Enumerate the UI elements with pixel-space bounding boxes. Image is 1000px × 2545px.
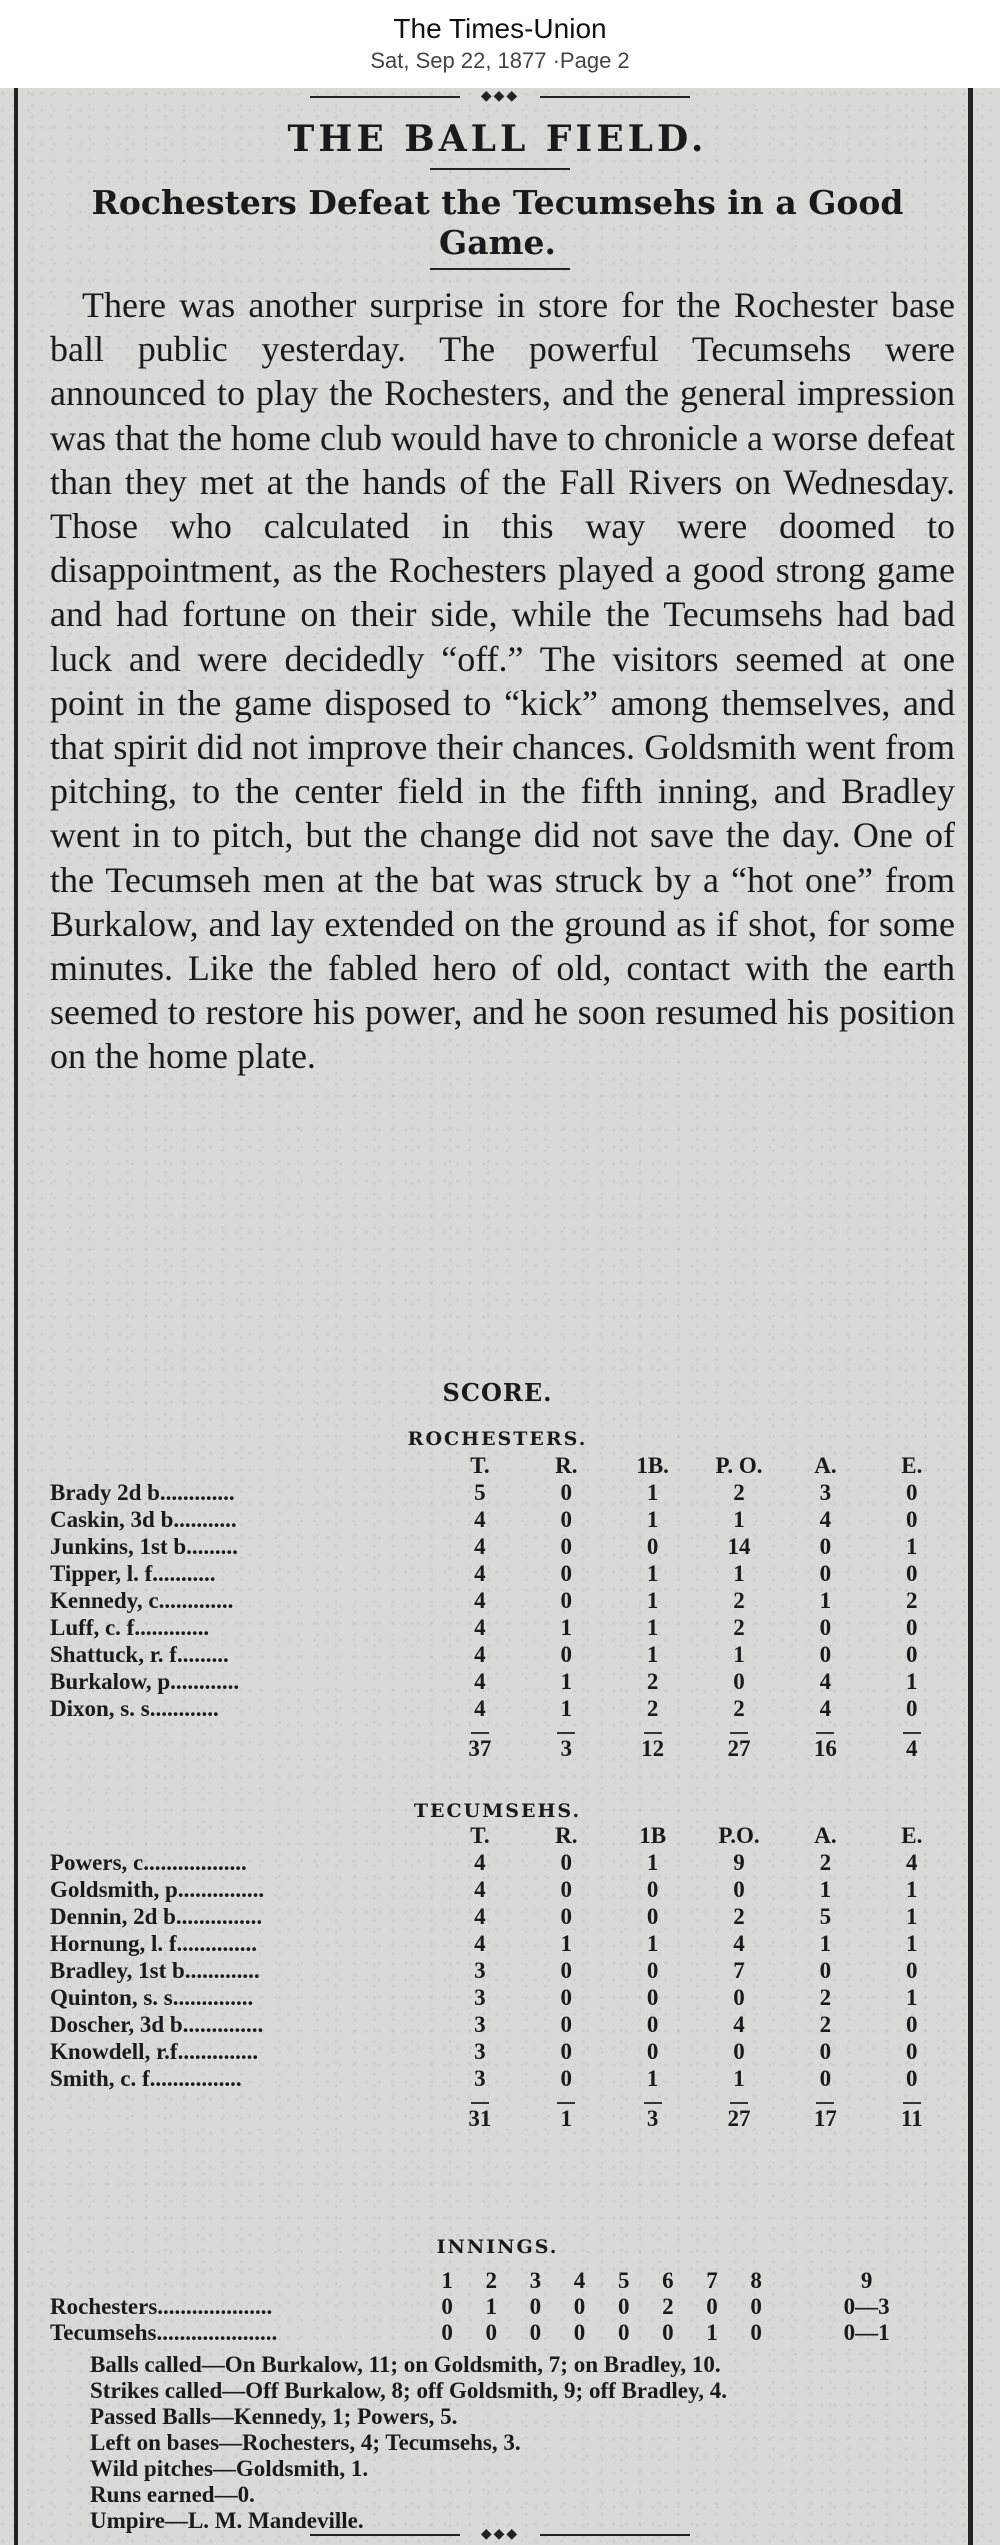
inning-runs: 0—3 (843, 2294, 890, 2319)
stat-cell: 4 (474, 1849, 486, 1875)
stat-cell: 0 (646, 1876, 659, 1902)
stat-cell: 2 (819, 1849, 832, 1875)
column-header: P.O. (718, 1823, 760, 1848)
sum-rule (471, 1732, 489, 1734)
stat-cell: 3 (819, 1479, 832, 1505)
total-value: 12 (641, 1736, 665, 1761)
stat-cell: 1 (906, 1903, 918, 1929)
stat-cell: 4 (733, 1930, 745, 1956)
totals-row (50, 1722, 955, 1762)
tecumsehs-label: TECUMSEHS. (413, 1800, 582, 1822)
player-name: Junkins, 1st b......... (50, 1533, 238, 1559)
stat-cell: 2 (646, 1668, 659, 1694)
stat-cell: 0 (906, 1695, 918, 1721)
stat-cell: 1 (906, 1876, 918, 1902)
column-header: R. (555, 1453, 578, 1478)
total-cell (437, 1722, 523, 1762)
column-header: R. (555, 1823, 578, 1848)
innings-heading: INNINGS. (436, 2236, 559, 2258)
player-name: Knowdell, r.f.............. (50, 2038, 259, 2064)
stat-cell: 1 (819, 1930, 832, 1956)
total-value: 1 (560, 2106, 573, 2131)
column-header: E. (901, 1823, 923, 1848)
total-cell (782, 2092, 868, 2132)
title-rule (430, 168, 570, 170)
stat-cell: 1 (646, 1614, 659, 1640)
column-header: E. (901, 1453, 923, 1478)
inning-runs: 0 (485, 2320, 497, 2345)
stat-cell: 2 (733, 1695, 745, 1721)
team-name: Rochesters.................... (50, 2294, 273, 2319)
total-cell (609, 2092, 695, 2132)
table-row (50, 1930, 955, 1957)
player-name: Powers, c.................. (50, 1849, 247, 1875)
stat-cell: 1 (906, 1930, 918, 1956)
table-row (50, 1668, 955, 1695)
table-row (50, 1641, 955, 1668)
team-name: Tecumsehs..................... (50, 2320, 278, 2345)
total-cell (696, 2092, 782, 2132)
inning-runs: 0 (706, 2294, 718, 2319)
rochesters-box-score (50, 1453, 955, 1762)
total-value: 11 (900, 2106, 923, 2131)
sum-rule (903, 2102, 921, 2104)
stat-cell: 1 (906, 1533, 918, 1559)
total-cell (523, 1722, 609, 1762)
stat-cell: 0 (906, 2038, 918, 2064)
column-header: 1B (639, 1823, 667, 1848)
column-header: T. (470, 1823, 490, 1848)
sum-rule (816, 2102, 834, 2104)
table-row (50, 1479, 955, 1506)
total-value: 16 (813, 1736, 837, 1761)
stat-cell: 4 (819, 1668, 832, 1694)
sum-rule (471, 2102, 489, 2104)
runs-earned: Runs earned—0. (90, 2482, 255, 2507)
innings-row (50, 2294, 955, 2320)
stat-cell: 0 (819, 2038, 832, 2064)
totals-row (50, 2092, 955, 2132)
stat-cell: 0 (560, 1533, 573, 1559)
stat-cell: 0 (819, 2065, 832, 2091)
total-cell (696, 1722, 782, 1762)
stat-cell: 4 (474, 1560, 486, 1586)
stat-cell: 2 (733, 1903, 745, 1929)
table-row (50, 1560, 955, 1587)
inning-runs: 0 (617, 2294, 630, 2319)
player-name: Caskin, 3d b........... (50, 1506, 237, 1532)
stat-cell: 1 (733, 1560, 745, 1586)
total-cell (869, 1722, 955, 1762)
stat-cell: 0 (906, 2065, 918, 2091)
stat-cell: 0 (733, 2038, 745, 2064)
article-subhead: Rochesters Defeat the Tecumsehs in a Good Game. (91, 183, 904, 262)
stat-cell: 0 (646, 1957, 659, 1983)
stat-cell: 4 (819, 1695, 832, 1721)
table-row (50, 1695, 955, 1722)
stat-cell: 3 (474, 1984, 486, 2010)
newspaper-clipping (0, 88, 1000, 2545)
stat-cell: 1 (646, 1560, 659, 1586)
column-rule-left (14, 88, 18, 2545)
stat-cell: 4 (474, 1668, 486, 1694)
stat-cell: 0 (646, 2038, 659, 2064)
table-header-row (50, 1453, 955, 1479)
stat-cell: 0 (560, 1641, 573, 1667)
stat-cell: 4 (474, 1930, 486, 1956)
stat-cell: 4 (733, 2011, 745, 2037)
column-header: A. (814, 1823, 837, 1848)
total-cell (869, 2092, 955, 2132)
stat-cell: 0 (906, 1560, 918, 1586)
stat-cell: 0 (819, 1533, 832, 1559)
total-cell (437, 2092, 523, 2132)
stat-cell: 0 (733, 1876, 745, 1902)
stat-cell: 0 (906, 1641, 918, 1667)
left-on-bases: Left on bases—Rochesters, 4; Tecumsehs, 3. (90, 2430, 521, 2455)
table-row (50, 1533, 955, 1560)
table-header-row (50, 1823, 955, 1849)
column-header: 1B. (636, 1453, 669, 1478)
stat-cell: 0 (560, 1560, 573, 1586)
stat-cell: 1 (646, 1849, 659, 1875)
stat-cell: 2 (819, 2011, 832, 2037)
stat-cell: 0 (819, 1641, 832, 1667)
table-row (50, 2065, 955, 2092)
inning-number: 1 (441, 2268, 453, 2293)
total-value: 37 (468, 1736, 492, 1761)
stat-cell: 0 (646, 1984, 659, 2010)
stat-cell: 1 (646, 1587, 659, 1613)
stat-cell: 0 (906, 1506, 918, 1532)
passed-balls: Passed Balls—Kennedy, 1; Powers, 5. (90, 2404, 458, 2429)
sum-rule (903, 1732, 921, 1734)
stat-cell: 1 (906, 1668, 918, 1694)
stat-cell: 0 (646, 1903, 659, 1929)
inning-number: 7 (706, 2268, 718, 2293)
total-cell (609, 1722, 695, 1762)
player-name: Hornung, l. f.............. (50, 1930, 258, 1956)
stat-cell: 0 (906, 1614, 918, 1640)
inning-runs: 0 (573, 2294, 586, 2319)
stat-cell: 3 (474, 2011, 486, 2037)
stat-cell: 7 (733, 1957, 745, 1983)
stat-cell: 1 (733, 1506, 745, 1532)
stat-cell: 0 (560, 2011, 573, 2037)
sum-rule (644, 1732, 662, 1734)
table-row (50, 2038, 955, 2065)
stat-cell: 0 (819, 1560, 832, 1586)
balls-called: Balls called—On Burkalow, 11; on Goldsmith, 7; on Bradley, 10. (90, 2352, 721, 2377)
article-paragraph: There was another surprise in store for the Rochester base ball public yesterday. The powerful Tecumsehs were announced to play the Rochesters, and the general impression was that the home club would have to chronicle a worse defeat than they met at the hands of the Fall Rivers on Wednesday. Those who calculated in this way were doomed to disappointment, as the Rochesters played a good strong game and had fortune on their side, while the Tecumsehs had bad luck and were decidedly “off.” The visitors seemed at one point in the game disposed to “kick” among themselves, and that spirit did not improve their chances. Goldsmith went from pitching, to the center field in the fifth inning, and Bradley went in to pitch, but the change did not save the day. One of the Tecumseh men at the bat was struck by a “hot one” from Burkalow, and lay extended on the ground as if shot, for some minutes. Like the fabled hero of old, contact with the earth seemed to restore his power, and he soon resumed his position on the home plate. (50, 285, 955, 1077)
stat-cell: 0 (560, 1587, 573, 1613)
stat-cell: 4 (474, 1587, 486, 1613)
stat-cell: 0 (646, 2011, 659, 2037)
inning-runs: 0 (662, 2320, 674, 2345)
stat-cell: 1 (733, 2065, 745, 2091)
player-name: Tipper, l. f........... (50, 1560, 216, 1586)
stat-cell: 4 (474, 1614, 486, 1640)
total-value: 27 (727, 2106, 751, 2131)
stat-cell: 0 (819, 1614, 832, 1640)
player-name: Shattuck, r. f......... (50, 1641, 229, 1667)
table-row (50, 1506, 955, 1533)
total-value: 3 (646, 2106, 659, 2131)
stat-cell: 0 (906, 1957, 918, 1983)
stat-cell: 0 (560, 1876, 573, 1902)
stat-cell: 0 (646, 1533, 659, 1559)
inning-number: 3 (529, 2268, 542, 2293)
sum-rule (730, 2102, 748, 2104)
stat-cell: 1 (646, 2065, 659, 2091)
stat-cell: 3 (474, 2038, 486, 2064)
inning-runs: 0 (750, 2320, 762, 2345)
inning-number: 5 (617, 2268, 630, 2293)
sum-rule (557, 2102, 575, 2104)
inning-number: 2 (485, 2268, 497, 2293)
player-name: Smith, c. f................ (50, 2065, 242, 2091)
innings-row (50, 2320, 955, 2346)
sum-rule (730, 1732, 748, 1734)
tecumsehs-box-score (50, 1823, 955, 2132)
stat-cell: 0 (560, 1957, 573, 1983)
score-heading: SCORE. (442, 1378, 553, 1407)
stat-cell: 1 (560, 1668, 573, 1694)
stat-cell: 4 (474, 1641, 486, 1667)
innings-number-row (50, 2268, 955, 2294)
rochesters-label: ROCHESTERS. (407, 1428, 588, 1450)
total-cell (523, 2092, 609, 2132)
stat-cell: 14 (727, 1533, 751, 1559)
stat-cell: 2 (733, 1587, 745, 1613)
innings-table (50, 2268, 955, 2346)
umpire: Umpire—L. M. Mandeville. (90, 2508, 364, 2533)
inning-number: 4 (573, 2268, 586, 2293)
stat-cell: 4 (474, 1533, 486, 1559)
stat-cell: 4 (474, 1903, 486, 1929)
table-row (50, 1849, 955, 1876)
stat-cell: 0 (560, 1506, 573, 1532)
stat-cell: 2 (646, 1695, 659, 1721)
stat-cell: 0 (906, 2011, 918, 2037)
stat-cell: 0 (560, 2038, 573, 2064)
player-name: Quinton, s. s.............. (50, 1984, 254, 2010)
stat-cell: 1 (560, 1930, 573, 1956)
article-title: THE BALL FIELD. (287, 118, 708, 160)
inning-runs: 0 (441, 2294, 453, 2319)
column-rule-right (968, 88, 973, 2545)
stat-cell: 4 (819, 1506, 832, 1532)
player-name: Goldsmith, p............... (50, 1876, 265, 1902)
table-row (50, 2011, 955, 2038)
inning-runs: 0 (529, 2294, 542, 2319)
inning-runs: 1 (485, 2294, 497, 2319)
stat-cell: 9 (733, 1849, 745, 1875)
stat-cell: 2 (906, 1587, 918, 1613)
stat-cell: 0 (560, 1849, 573, 1875)
stat-cell: 4 (906, 1849, 918, 1875)
inning-runs: 0 (617, 2320, 630, 2345)
stat-cell: 0 (733, 1668, 745, 1694)
player-name: Luff, c. f............. (50, 1614, 210, 1640)
stat-cell: 1 (646, 1930, 659, 1956)
stat-cell: 0 (733, 1984, 745, 2010)
player-name: Bradley, 1st b............. (50, 1957, 260, 1983)
sum-rule (816, 1732, 834, 1734)
table-row (50, 1984, 955, 2011)
inning-runs: 2 (662, 2294, 674, 2319)
inning-runs: 0—1 (843, 2320, 890, 2345)
stat-cell: 0 (560, 1903, 573, 1929)
stat-cell: 4 (474, 1876, 486, 1902)
stat-cell: 5 (819, 1903, 832, 1929)
stat-cell: 0 (906, 1479, 918, 1505)
stat-cell: 0 (560, 2065, 573, 2091)
player-name: Doscher, 3d b.............. (50, 2011, 264, 2037)
stat-cell: 1 (819, 1587, 832, 1613)
stat-cell: 2 (819, 1984, 832, 2010)
bottom-ornament: ◆◆◆ (310, 2528, 690, 2542)
inning-number: 6 (662, 2268, 674, 2293)
table-row (50, 1957, 955, 1984)
totals-spacer (50, 1722, 437, 1762)
stat-cell: 1 (646, 1506, 659, 1532)
stat-cell: 3 (474, 2065, 486, 2091)
inning-runs: 0 (573, 2320, 586, 2345)
subhead-rule (430, 268, 570, 270)
article-body (50, 283, 955, 1079)
total-value: 17 (813, 2106, 837, 2131)
inning-number: 9 (860, 2268, 873, 2293)
table-row (50, 1903, 955, 1930)
stat-cell: 2 (733, 1479, 745, 1505)
strikes-called: Strikes called—Off Burkalow, 8; off Goldsmith, 9; off Bradley, 4. (90, 2378, 727, 2403)
page-header (0, 0, 1000, 88)
column-header: P. O. (715, 1453, 763, 1478)
totals-spacer (50, 2092, 437, 2132)
game-notes (50, 2352, 955, 2534)
inning-runs: 0 (750, 2294, 762, 2319)
stat-cell: 2 (733, 1614, 745, 1640)
table-row (50, 1587, 955, 1614)
inning-number: 8 (750, 2268, 762, 2293)
stat-cell: 1 (560, 1695, 573, 1721)
stat-cell: 4 (474, 1695, 486, 1721)
inning-runs: 1 (706, 2320, 718, 2345)
stat-cell: 4 (474, 1506, 486, 1532)
total-value: 3 (560, 1736, 573, 1761)
sum-rule (557, 1732, 575, 1734)
top-ornament: ◆◆◆ (310, 90, 690, 104)
stat-cell: 0 (819, 1957, 832, 1983)
player-name: Brady 2d b............. (50, 1479, 235, 1505)
stat-cell: 0 (560, 1479, 573, 1505)
column-header: A. (814, 1453, 837, 1478)
inning-runs: 0 (529, 2320, 542, 2345)
wild-pitches: Wild pitches—Goldsmith, 1. (90, 2456, 369, 2481)
newspaper-name: The Times-Union (393, 13, 607, 44)
sum-rule (644, 2102, 662, 2104)
publication-date: Sat, Sep 22, 1877 ·Page 2 (370, 48, 630, 73)
player-name: Kennedy, c............. (50, 1587, 234, 1613)
table-row (50, 1614, 955, 1641)
inning-runs: 0 (441, 2320, 453, 2345)
stat-cell: 1 (646, 1479, 659, 1505)
stat-cell: 0 (560, 1984, 573, 2010)
stat-cell: 1 (819, 1876, 832, 1902)
player-name: Burkalow, p............ (50, 1668, 240, 1694)
column-header: T. (470, 1453, 490, 1478)
stat-cell: 1 (646, 1641, 659, 1667)
total-value: 4 (906, 1736, 918, 1761)
player-name: Dennin, 2d b............... (50, 1903, 263, 1929)
innings-spacer (50, 2268, 425, 2294)
stat-cell: 1 (906, 1984, 918, 2010)
stat-cell: 1 (560, 1614, 573, 1640)
total-value: 27 (727, 1736, 751, 1761)
total-cell (782, 1722, 868, 1762)
table-row (50, 1876, 955, 1903)
player-name: Dixon, s. s............ (50, 1695, 219, 1721)
stat-cell: 1 (733, 1641, 745, 1667)
stat-cell: 3 (474, 1957, 486, 1983)
total-value: 31 (468, 2106, 492, 2131)
stat-cell: 5 (474, 1479, 486, 1505)
